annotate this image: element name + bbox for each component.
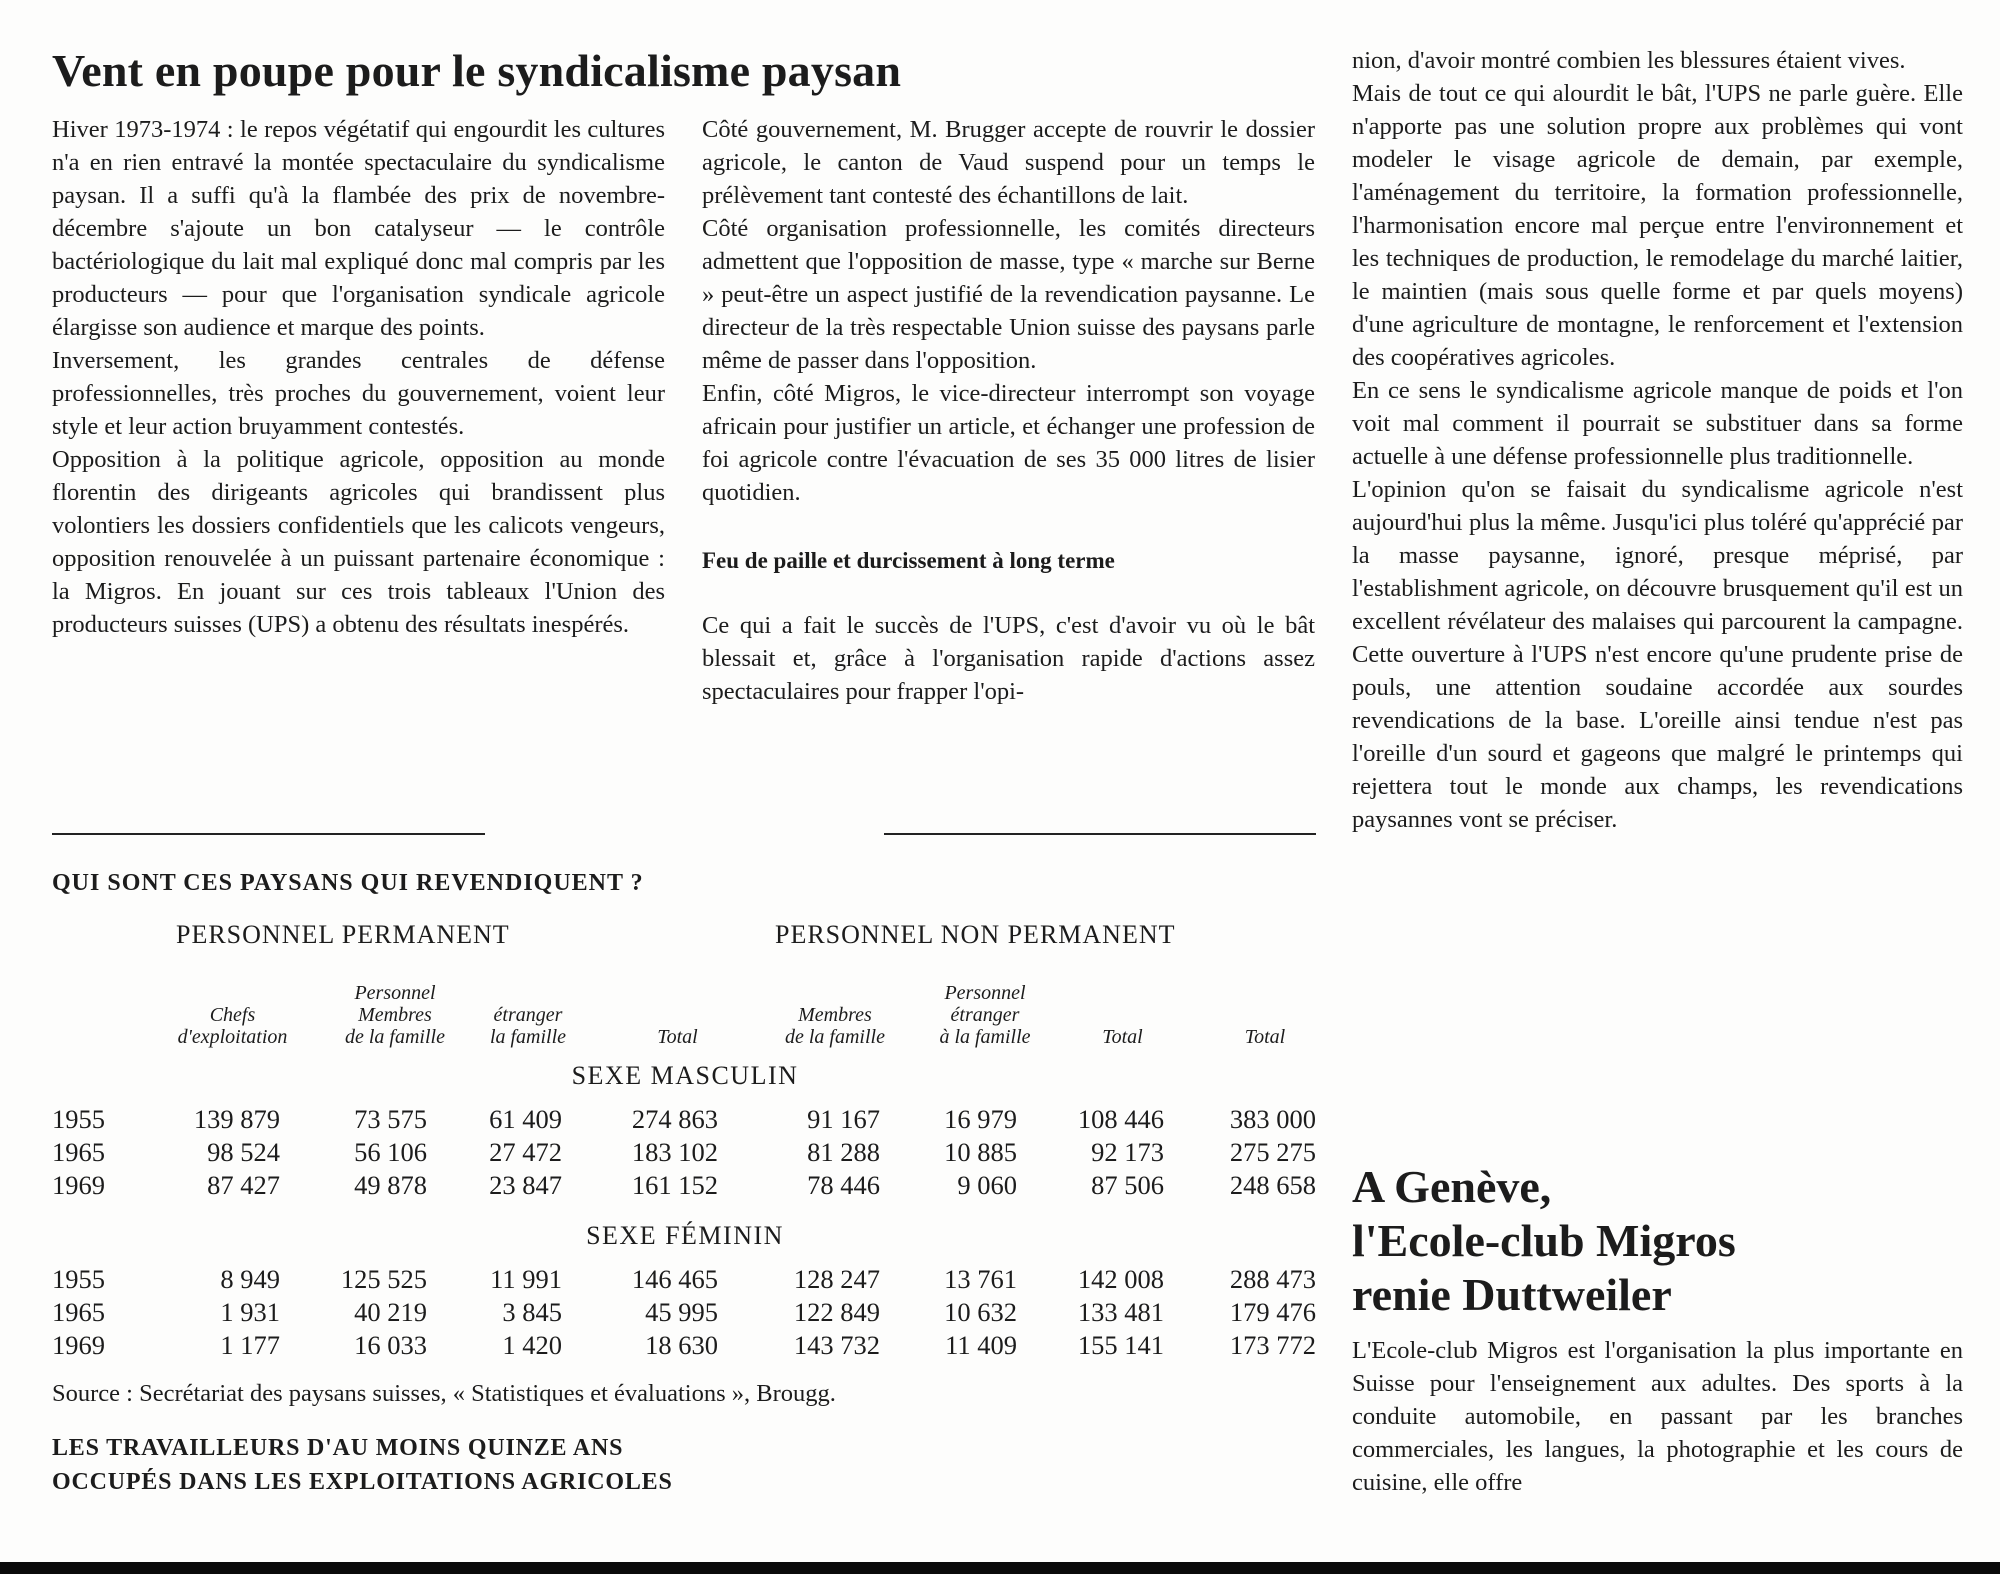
column-header: Personnel étranger à la famille: [939, 982, 1031, 1048]
subheading: Feu de paille et durcissement à long terme: [702, 548, 1115, 573]
paragraph: L'opinion qu'on se faisait du syndicalisme agricole n'est aujourd'hui plus la même. Jusqu'ici plus toléré qu'apprécié par la masse paysanne, ignoré, presque méprisé, par l'establishment agricole, on découvre brusquement qu'il est un excellent révélateur des malaises qui parcourent la campagne. Cette ouverture à l'UPS n'est encore qu'une prudente prise de pouls, une attention soudaine accordée aux sourdes revendications de la base. L'oreille ainsi tendue n'est pas l'oreille d'un sourd et gageons que malgré le printemps qui rejettera tout le monde aux champs, les revendications paysannes vont se préciser.: [1352, 476, 1963, 833]
column-header: Total: [1102, 1026, 1143, 1048]
column-header: étranger la famille: [489, 1004, 567, 1048]
column-header: Personnel Membres de la famille: [345, 982, 445, 1048]
paragraph: Enfin, côté Migros, le vice-directeur interrompt son voyage africain pour justifier un article, et échanger une profession de foi agricole contre l'évacuation de ses 35 000 litres de lisier quotidien.: [702, 380, 1315, 506]
paragraph: En ce sens le syndicalisme agricole manque de poids et l'on voit mal comment il pourrait se substituer dans sa forme actuelle à une défense professionnelle plus traditionnelle.: [1352, 377, 1963, 470]
column-header: Total: [1244, 1026, 1286, 1048]
article-column-3: [1352, 44, 1963, 836]
table-row: 1965 98 524 56 106 27 472 183 102 81 288 10 885 92 173 275 275: [52, 1137, 1316, 1167]
column-header: Chefs d'exploitation: [177, 1004, 288, 1048]
table-section-label: SEXE MASCULIN: [571, 1061, 799, 1090]
paragraph: Inversement, les grandes centrales de défense professionnelles, très proches du gouvernement, voient leur style et leur action bruyamment contestés.: [52, 347, 665, 440]
article2-body: [1352, 1334, 1963, 1499]
column-header: Total: [657, 1026, 698, 1048]
page-bottom-border: [0, 1562, 2000, 1574]
table-title: QUI SONT CES PAYSANS QUI REVENDIQUENT ?: [52, 870, 644, 896]
paragraph: L'Ecole-club Migros est l'organisation la plus importante en Suisse pour l'enseignement aux adultes. Des sports à la conduite automobile, en passant par les branches commerciales, les langues, la photographie et les cours de cuisine, elle offre: [1352, 1337, 1963, 1496]
article2-headline: A Genève, l'Ecole-club Migros renie Duttweiler: [1352, 1161, 1736, 1320]
table-row: 1969 87 427 49 878 23 847 161 152 78 446 9 060 87 506 248 658: [52, 1170, 1316, 1200]
table-row: 1955 139 879 73 575 61 409 274 863 91 167 16 979 108 446 383 000: [52, 1104, 1316, 1134]
group-header-non-permanent: PERSONNEL NON PERMANENT: [775, 920, 1176, 949]
table-source: Source : Secrétariat des paysans suisses, « Statistiques et évaluations », Brougg.: [52, 1380, 836, 1407]
table-caption: LES TRAVAILLEURS D'AU MOINS QUINZE ANS OCCUPÉS DANS LES EXPLOITATIONS AGRICOLES: [52, 1435, 673, 1495]
paragraph: Opposition à la politique agricole, opposition au monde florentin des dirigeants agricoles qui brandissent plus volontiers les dossiers confidentiels que les calicots vengeurs, opposition renouvelée à un puissant partenaire économique : la Migros. En jouant sur ces trois tableaux l'Union des producteurs suisses (UPS) a obtenu des résultats inespérés.: [52, 446, 665, 638]
paragraph: Mais de tout ce qui alourdit le bât, l'UPS ne parle guère. Elle n'apporte pas une solution propre aux problèmes qui vont modeler le visage agricole de demain, par exemple, l'aménagement du territoire, la formation professionnelle, l'harmonisation encore mal perçue entre l'environnement et les techniques de production, le remodelage du marché laitier, le maintien (mais sous quelle forme et par quels moyens) d'une agriculture de montagne, le renforcement et l'extension des coopératives agricoles.: [1352, 80, 1963, 371]
divider-rule: [52, 833, 485, 835]
table-column-headers: [0, 960, 1320, 1050]
paragraph: Ce qui a fait le succès de l'UPS, c'est d'avoir vu où le bât blessait et, grâce à l'organisation rapide d'actions assez spectaculaires pour frapper l'opi-: [702, 612, 1315, 705]
group-header-permanent: PERSONNEL PERMANENT: [176, 920, 510, 949]
table-row: 1955 8 949 125 525 11 991 146 465 128 247 13 761 142 008 288 473: [52, 1264, 1316, 1294]
table-section-label: SEXE FÉMININ: [586, 1221, 784, 1250]
paragraph: Côté gouvernement, M. Brugger accepte de rouvrir le dossier agricole, le canton de Vaud suspend pour un temps le prélèvement tant contesté des échantillons de lait.: [702, 116, 1315, 209]
paragraph: Hiver 1973-1974 : le repos végétatif qui engourdit les cultures n'a en rien entravé la montée spectaculaire du syndicalisme paysan. Il a suffi qu'à la flambée des prix de novembre-décembre s'ajoute un bon catalyseur — le contrôle bactériologique du lait mal expliqué donc mal compris par les producteurs — pour que l'organisation syndicale agricole élargisse son audience et marque des points.: [52, 116, 665, 341]
table-row: 1965 1 931 40 219 3 845 45 995 122 849 10 632 133 481 179 476: [52, 1297, 1316, 1327]
paragraph: nion, d'avoir montré combien les blessures étaient vives.: [1352, 47, 1906, 74]
article-headline: Vent en poupe pour le syndicalisme paysan: [52, 45, 902, 96]
article-column-1: [52, 113, 665, 641]
table-row: 1969 1 177 16 033 1 420 18 630 143 732 11 409 155 141 173 772: [52, 1330, 1316, 1360]
paragraph: Côté organisation professionnelle, les comités directeurs admettent que l'opposition de masse, type « marche sur Berne » peut-être un aspect justifié de la revendication paysanne. Le directeur de la très respectable Union suisse des paysans parle même de passer dans l'opposition.: [702, 215, 1315, 374]
divider-rule: [884, 833, 1316, 835]
article-column-2: [702, 113, 1315, 708]
column-header: Membres de la famille: [785, 1004, 885, 1048]
